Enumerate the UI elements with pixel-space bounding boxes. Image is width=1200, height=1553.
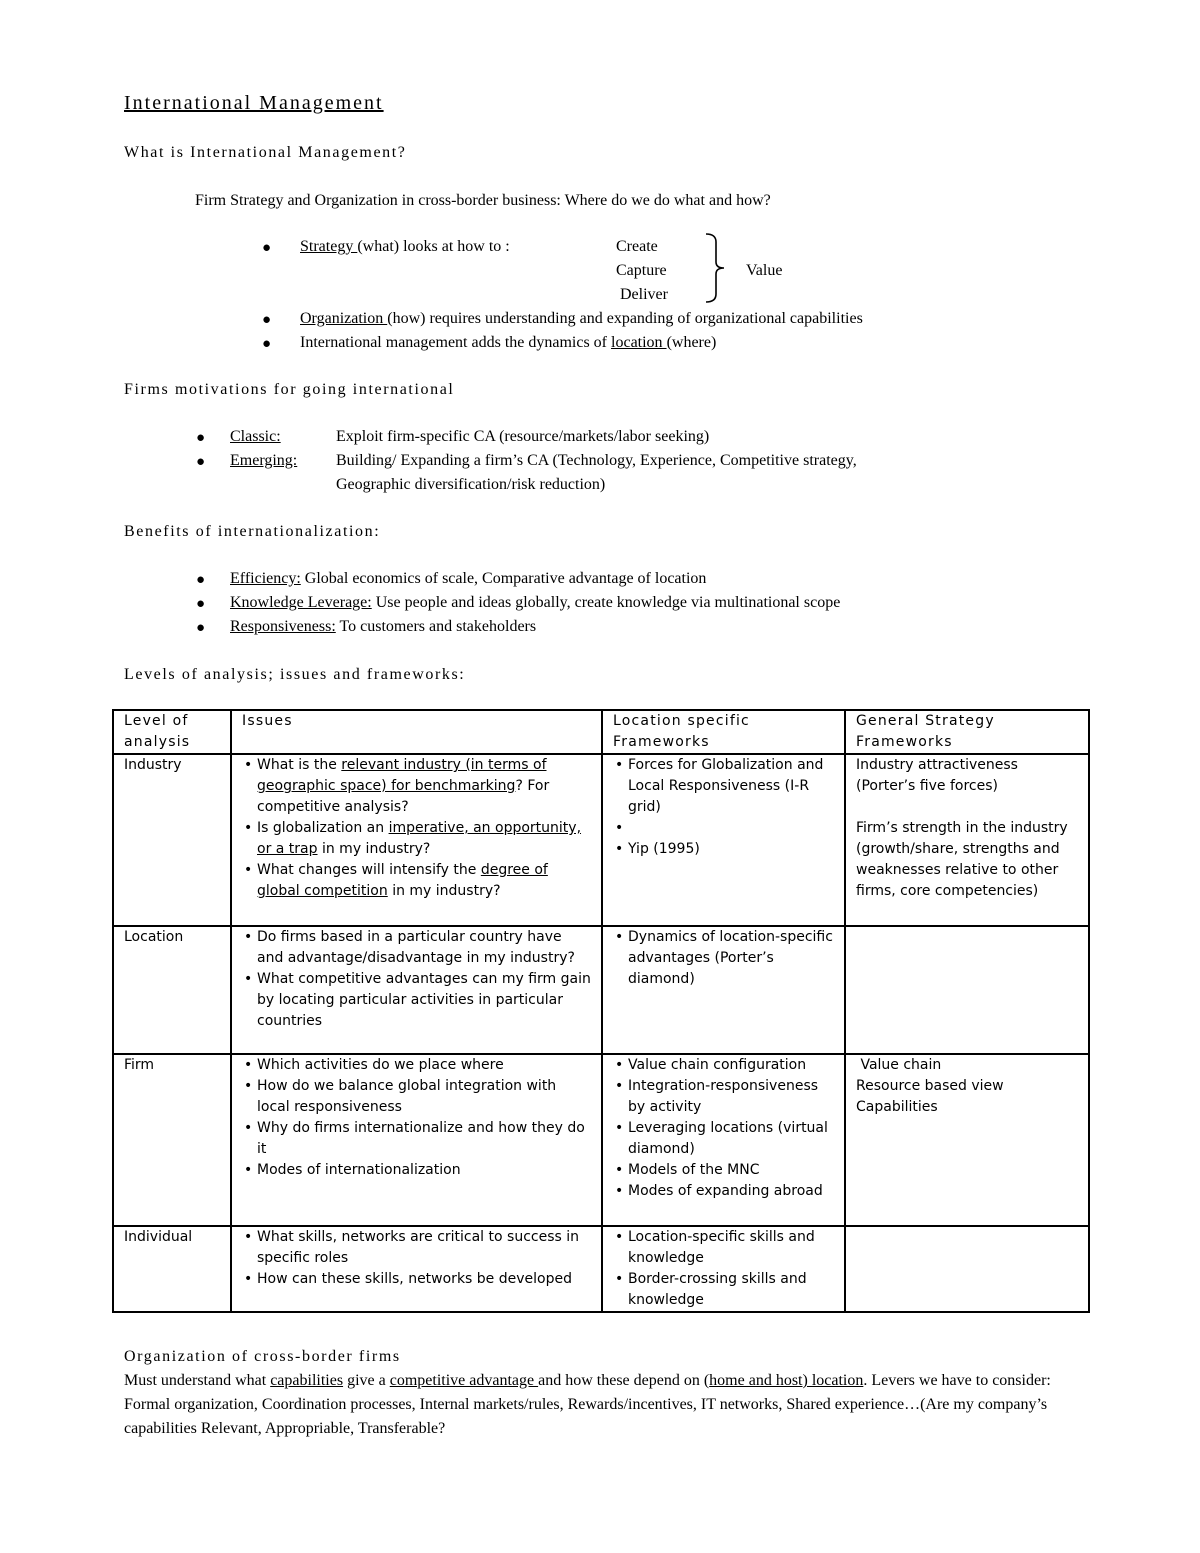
emerging-text-line-1: Building/ Expanding a firm’s CA (Technology, Experience, Competitive strategy, [336,452,857,469]
firm-location-frameworks [602,1054,845,1226]
organization-line [300,310,863,328]
bullet-icon: ● [196,430,206,446]
industry-location-frameworks [602,754,845,926]
section-heading-what-is: What is International Management? [124,144,407,161]
section-heading-levels: Levels of analysis; issues and frameworks: [124,666,466,683]
list-item: • Border-crossing skills and knowledge [613,1269,834,1311]
list-item: • Value chain configuration [613,1055,834,1076]
strategy-line [300,238,510,256]
benefit-label: Knowledge Leverage: [230,594,372,611]
where-text: (where) [666,334,717,351]
bullet-icon: ● [196,454,206,470]
list-item: • Yip (1995) [613,839,834,860]
industry-issues [231,754,602,926]
levels-table [112,709,1090,1313]
benefit-item-efficiency [230,570,706,588]
benefit-text: Use people and ideas globally, create knowledge via multinational scope [371,594,841,611]
location-location-frameworks [602,926,845,1054]
benefit-label: Responsiveness: [230,618,336,635]
intro-line: Firm Strategy and Organization in cross-border business: Where do we do what and how? [195,192,771,209]
individual-location-frameworks [602,1226,845,1312]
table-row [113,1054,1089,1226]
benefit-label: Efficiency: [230,570,301,587]
international-line [300,334,716,352]
benefit-text: To customers and stakeholders [335,618,537,635]
industry-general-frameworks [845,754,1089,926]
table-header-row [113,710,1089,754]
table-row [113,1226,1089,1312]
classic-text: Exploit firm-specific CA (resource/markets/labor seeking) [336,428,710,445]
list-item: • Do firms based in a particular country have and advantage/disadvantage in my industry? [242,927,591,969]
section-heading-benefits: Benefits of internationalization: [124,523,381,540]
table-row [113,926,1089,1054]
strategy-item-capture: Capture [616,262,667,279]
general-item: Capabilities [856,1099,938,1115]
emerging-label: Emerging: [230,452,298,469]
row-label-industry: Industry [113,754,231,926]
benefit-text: Global economics of scale, Comparative advantage of location [300,570,707,587]
bullet-icon: ● [262,240,272,256]
list-item: • What skills, networks are critical to success in specific roles [242,1227,591,1269]
section-heading-organization: Organization of cross-border firms [124,1348,401,1365]
general-item: Firm’s strength in the industry (growth/share, strengths and weaknesses relative to other firms, core competencies) [856,820,1068,899]
list-item: • Dynamics of location-specific advantages (Porter’s diamond) [613,927,834,990]
location-general-frameworks [845,926,1089,1054]
firm-general-frameworks [845,1054,1089,1226]
list-item: • Models of the MNC [613,1160,834,1181]
general-item: Value chain [856,1057,942,1073]
row-label-location: Location [113,926,231,1054]
org-section [124,1345,1074,1441]
bullet-icon: ● [196,620,206,636]
list-item: • What changes will intensify the degree of global competition in my industry? [242,860,591,902]
general-item: Industry attractiveness (Porter’s five forces) [856,757,1018,794]
section-heading-motivations: Firms motivations for going international [124,381,455,398]
general-item: Resource based view [856,1078,1004,1094]
list-item: • How do we balance global integration with local responsiveness [242,1076,591,1118]
bullet-icon: ● [196,596,206,612]
value-label: Value [746,262,783,279]
list-item: • Modes of expanding abroad [613,1181,834,1202]
strategy-text: (what) looks at how to : [357,238,510,255]
header-level: Level of analysis [113,710,231,754]
bullet-icon: ● [262,312,272,328]
header-general-frameworks: General Strategy Frameworks [845,710,1089,754]
header-issues: Issues [231,710,602,754]
list-item: • Is globalization an imperative, an opportunity, or a trap in my industry? [242,818,591,860]
classic-label: Classic: [230,428,281,445]
benefit-item-knowledge [230,594,840,612]
strategy-item-deliver: Deliver [620,286,668,303]
list-item: • Integration-responsiveness by activity [613,1076,834,1118]
strategy-label: Strategy [300,238,358,255]
organization-label: Organization [300,310,388,327]
list-item: • What is the relevant industry (in terms of geographic space) for benchmarking? For competitive analysis? [242,755,591,818]
org-paragraph: Must understand what capabilities give a competitive advantage and how these depend on (home and host) location. Levers we have to consider: Formal organization, Coordination processes, Internal markets/rules, Rewards/incentives, IT networks, Shared experience…(Are my company’s capabilities Relevant, Appropriable, Transferable? [124,1372,1051,1437]
header-location-frameworks: Location specific Frameworks [602,710,845,754]
location-term: location [611,334,667,351]
individual-general-frameworks [845,1226,1089,1312]
list-item: • What competitive advantages can my firm gain by locating particular activities in particular countries [242,969,591,1032]
list-item: • Leveraging locations (virtual diamond) [613,1118,834,1160]
firm-issues [231,1054,602,1226]
list-item: • How can these skills, networks be developed [242,1269,591,1290]
location-issues [231,926,602,1054]
bullet-icon: ● [196,572,206,588]
benefit-item-responsiveness [230,618,536,636]
list-item: • Location-specific skills and knowledge [613,1227,834,1269]
table-row [113,754,1089,926]
organization-text: (how) requires understanding and expanding of organizational capabilities [387,310,863,327]
page-title: International Management [124,92,384,114]
emerging-text-line-2: Geographic diversification/risk reduction) [336,476,606,493]
international-text: International management adds the dynamics of [300,334,612,351]
list-item: • Forces for Globalization and Local Responsiveness (I-R grid) [613,755,834,818]
list-item: • Which activities do we place where [242,1055,591,1076]
row-label-individual: Individual [113,1226,231,1312]
row-label-firm: Firm [113,1054,231,1226]
list-item: • Why do firms internationalize and how they do it [242,1118,591,1160]
bullet-icon: ● [262,336,272,352]
individual-issues [231,1226,602,1312]
list-item: • Modes of internationalization [242,1160,591,1181]
strategy-item-create: Create [616,238,658,255]
brace-icon [702,232,726,304]
